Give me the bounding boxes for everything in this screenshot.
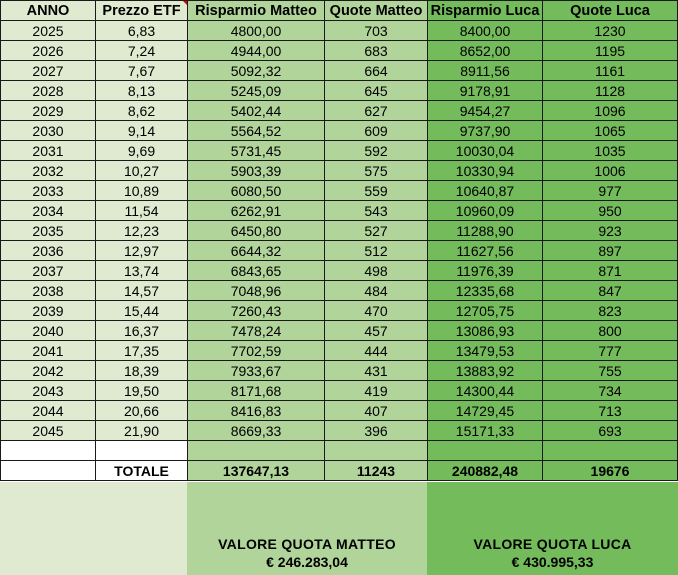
cell-quote-luca[interactable]: 871 [543, 261, 678, 281]
table-row [1, 301, 678, 321]
cell-prezzo-etf[interactable]: 7,67 [96, 61, 188, 81]
cell-risparmio-luca[interactable]: 11976,39 [428, 261, 543, 281]
cell-quote-matteo[interactable]: 703 [325, 21, 428, 41]
valore-quota-luca-label: VALORE QUOTA LUCA [473, 536, 632, 552]
cell-quote-luca[interactable]: 1006 [543, 161, 678, 181]
cell-risparmio-matteo[interactable]: 7260,43 [188, 301, 325, 321]
cell-risparmio-luca[interactable]: 9454,27 [428, 101, 543, 121]
table-row [1, 321, 678, 341]
summary-blank-cell[interactable] [0, 482, 187, 575]
comment-indicator-icon[interactable] [181, 1, 187, 5]
cell-quote-matteo[interactable]: 609 [325, 121, 428, 141]
empty-cell[interactable] [96, 441, 188, 461]
cell-risparmio-matteo[interactable]: 7933,67 [188, 361, 325, 381]
cell-risparmio-matteo[interactable]: 6262,91 [188, 201, 325, 221]
cell-prezzo-etf[interactable]: 11,54 [96, 201, 188, 221]
totals-label[interactable]: TOTALE [96, 461, 188, 481]
cell-prezzo-etf[interactable]: 10,27 [96, 161, 188, 181]
cell-quote-matteo[interactable]: 431 [325, 361, 428, 381]
cell-risparmio-luca[interactable]: 10960,09 [428, 201, 543, 221]
cell-quote-matteo[interactable]: 645 [325, 81, 428, 101]
cell-risparmio-matteo[interactable]: 5245,09 [188, 81, 325, 101]
summary-matteo-cell[interactable] [187, 482, 427, 575]
valore-quota-matteo-label: VALORE QUOTA MATTEO [218, 536, 396, 552]
cell-quote-matteo[interactable]: 512 [325, 241, 428, 261]
cell-anno[interactable]: 2037 [1, 261, 96, 281]
cell-prezzo-etf[interactable]: 20,66 [96, 401, 188, 421]
cell-risparmio-matteo[interactable]: 4800,00 [188, 21, 325, 41]
cell-risparmio-matteo[interactable]: 8669,33 [188, 421, 325, 441]
cell-risparmio-luca[interactable]: 11627,56 [428, 241, 543, 261]
table-row [1, 361, 678, 381]
cell-quote-luca[interactable]: 1195 [543, 41, 678, 61]
cell-anno[interactable]: 2033 [1, 181, 96, 201]
cell-risparmio-matteo[interactable]: 6644,32 [188, 241, 325, 261]
cell-risparmio-matteo[interactable]: 7702,59 [188, 341, 325, 361]
cell-risparmio-luca[interactable]: 12335,68 [428, 281, 543, 301]
table-row [1, 221, 678, 241]
cell-prezzo-etf[interactable]: 8,62 [96, 101, 188, 121]
totals-blank-cell[interactable] [1, 461, 96, 481]
cell-risparmio-matteo[interactable]: 5402,44 [188, 101, 325, 121]
summary-luca-cell[interactable] [427, 482, 678, 575]
cell-quote-matteo[interactable]: 498 [325, 261, 428, 281]
valore-quota-matteo-value: € 246.283,04 [266, 554, 348, 570]
cell-risparmio-matteo[interactable]: 8416,83 [188, 401, 325, 421]
header-quote-matteo[interactable]: Quote Matteo [325, 1, 428, 21]
cell-quote-matteo[interactable]: 527 [325, 221, 428, 241]
cell-quote-matteo[interactable]: 470 [325, 301, 428, 321]
cell-anno[interactable]: 2041 [1, 341, 96, 361]
total-quote-matteo[interactable]: 11243 [325, 461, 428, 481]
valore-quota-luca-value: € 430.995,33 [511, 554, 594, 570]
cell-anno[interactable]: 2044 [1, 401, 96, 421]
table-row [1, 41, 678, 61]
cell-risparmio-luca[interactable]: 11288,90 [428, 221, 543, 241]
empty-cell[interactable] [188, 441, 325, 461]
cell-quote-luca[interactable]: 800 [543, 321, 678, 341]
table-row [1, 181, 678, 201]
cell-risparmio-matteo[interactable]: 5731,45 [188, 141, 325, 161]
cell-risparmio-matteo[interactable]: 8171,68 [188, 381, 325, 401]
cell-risparmio-luca[interactable]: 14300,44 [428, 381, 543, 401]
cell-prezzo-etf[interactable]: 14,57 [96, 281, 188, 301]
table-row [1, 141, 678, 161]
cell-quote-matteo[interactable]: 396 [325, 421, 428, 441]
cell-anno[interactable]: 2025 [1, 21, 96, 41]
cell-quote-luca[interactable]: 923 [543, 221, 678, 241]
cell-anno[interactable]: 2026 [1, 41, 96, 61]
header-risparmio-luca[interactable]: Risparmio Luca [428, 1, 543, 21]
header-row [1, 1, 678, 21]
cell-quote-matteo[interactable]: 543 [325, 201, 428, 221]
cell-anno[interactable]: 2045 [1, 421, 96, 441]
cell-risparmio-luca[interactable]: 8400,00 [428, 21, 543, 41]
table-row [1, 241, 678, 261]
cell-risparmio-luca[interactable]: 10640,87 [428, 181, 543, 201]
cell-risparmio-luca[interactable]: 10330,94 [428, 161, 543, 181]
cell-quote-luca[interactable]: 713 [543, 401, 678, 421]
empty-row [1, 441, 678, 461]
table-row [1, 381, 678, 401]
cell-prezzo-etf[interactable]: 17,35 [96, 341, 188, 361]
cell-anno[interactable]: 2039 [1, 301, 96, 321]
cell-anno[interactable]: 2036 [1, 241, 96, 261]
table-row [1, 261, 678, 281]
cell-quote-luca[interactable]: 1065 [543, 121, 678, 141]
cell-quote-luca[interactable]: 897 [543, 241, 678, 261]
empty-cell[interactable] [1, 441, 96, 461]
cell-quote-luca[interactable]: 693 [543, 421, 678, 441]
cell-quote-luca[interactable]: 755 [543, 361, 678, 381]
cell-prezzo-etf[interactable]: 18,39 [96, 361, 188, 381]
cell-anno[interactable]: 2038 [1, 281, 96, 301]
cell-risparmio-matteo[interactable]: 5903,39 [188, 161, 325, 181]
cell-quote-matteo[interactable]: 457 [325, 321, 428, 341]
cell-risparmio-matteo[interactable]: 5092,32 [188, 61, 325, 81]
cell-quote-matteo[interactable]: 592 [325, 141, 428, 161]
table-row [1, 81, 678, 101]
cell-risparmio-matteo[interactable]: 7048,96 [188, 281, 325, 301]
cell-risparmio-luca[interactable]: 8911,56 [428, 61, 543, 81]
cell-risparmio-luca[interactable]: 13086,93 [428, 321, 543, 341]
cell-prezzo-etf[interactable]: 9,14 [96, 121, 188, 141]
cell-quote-matteo[interactable]: 627 [325, 101, 428, 121]
table-row [1, 281, 678, 301]
cell-prezzo-etf[interactable]: 6,83 [96, 21, 188, 41]
table-row [1, 201, 678, 221]
cell-prezzo-etf[interactable]: 10,89 [96, 181, 188, 201]
cell-risparmio-matteo[interactable]: 5564,52 [188, 121, 325, 141]
cell-prezzo-etf[interactable]: 8,13 [96, 81, 188, 101]
cell-quote-matteo[interactable]: 575 [325, 161, 428, 181]
total-quote-luca[interactable]: 19676 [543, 461, 678, 481]
cell-risparmio-luca[interactable]: 9178,91 [428, 81, 543, 101]
cell-quote-luca[interactable]: 1096 [543, 101, 678, 121]
cell-prezzo-etf[interactable]: 12,97 [96, 241, 188, 261]
table-row [1, 101, 678, 121]
cell-prezzo-etf[interactable]: 7,24 [96, 41, 188, 61]
cell-anno[interactable]: 2042 [1, 361, 96, 381]
cell-anno[interactable]: 2034 [1, 201, 96, 221]
cell-prezzo-etf[interactable]: 9,69 [96, 141, 188, 161]
cell-risparmio-matteo[interactable]: 4944,00 [188, 41, 325, 61]
cell-quote-luca[interactable]: 823 [543, 301, 678, 321]
cell-risparmio-luca[interactable]: 13883,92 [428, 361, 543, 381]
cell-anno[interactable]: 2027 [1, 61, 96, 81]
spellcheck-underline [104, 17, 186, 21]
cell-anno[interactable]: 2043 [1, 381, 96, 401]
cell-prezzo-etf[interactable]: 15,44 [96, 301, 188, 321]
table-row [1, 401, 678, 421]
cell-risparmio-matteo[interactable]: 6843,65 [188, 261, 325, 281]
table-row [1, 121, 678, 141]
table-row [1, 61, 678, 81]
cell-prezzo-etf[interactable]: 13,74 [96, 261, 188, 281]
empty-cell[interactable] [428, 441, 543, 461]
cell-quote-matteo[interactable]: 407 [325, 401, 428, 421]
table-row [1, 161, 678, 181]
cell-risparmio-luca[interactable]: 13479,53 [428, 341, 543, 361]
table-row [1, 341, 678, 361]
cell-anno[interactable]: 2028 [1, 81, 96, 101]
total-risparmio-matteo[interactable]: 137647,13 [188, 461, 325, 481]
empty-cell[interactable] [543, 441, 678, 461]
cell-quote-luca[interactable]: 977 [543, 181, 678, 201]
cell-anno[interactable]: 2030 [1, 121, 96, 141]
totals-row [1, 461, 678, 481]
cell-quote-luca[interactable]: 1128 [543, 81, 678, 101]
header-risparmio-matteo[interactable]: Risparmio Matteo [188, 1, 325, 21]
cell-quote-matteo[interactable]: 664 [325, 61, 428, 81]
empty-cell[interactable] [325, 441, 428, 461]
cell-quote-luca[interactable]: 1230 [543, 21, 678, 41]
cell-risparmio-luca[interactable]: 15171,33 [428, 421, 543, 441]
cell-anno[interactable]: 2029 [1, 101, 96, 121]
header-anno[interactable]: ANNO [1, 1, 96, 21]
cell-quote-matteo[interactable]: 559 [325, 181, 428, 201]
cell-quote-luca[interactable]: 950 [543, 201, 678, 221]
cell-prezzo-etf[interactable]: 12,23 [96, 221, 188, 241]
table-row [1, 21, 678, 41]
cell-risparmio-luca[interactable]: 9737,90 [428, 121, 543, 141]
cell-anno[interactable]: 2035 [1, 221, 96, 241]
cell-risparmio-matteo[interactable]: 7478,24 [188, 321, 325, 341]
header-quote-luca[interactable]: Quote Luca [543, 1, 678, 21]
cell-risparmio-matteo[interactable]: 6450,80 [188, 221, 325, 241]
cell-risparmio-luca[interactable]: 14729,45 [428, 401, 543, 421]
summary-area [0, 482, 678, 575]
cell-risparmio-luca[interactable]: 10030,04 [428, 141, 543, 161]
cell-quote-luca[interactable]: 1161 [543, 61, 678, 81]
cell-prezzo-etf[interactable]: 21,90 [96, 421, 188, 441]
cell-quote-luca[interactable]: 777 [543, 341, 678, 361]
cell-prezzo-etf[interactable]: 16,37 [96, 321, 188, 341]
cell-quote-luca[interactable]: 734 [543, 381, 678, 401]
cell-risparmio-luca[interactable]: 8652,00 [428, 41, 543, 61]
cell-anno[interactable]: 2032 [1, 161, 96, 181]
cell-quote-luca[interactable]: 1035 [543, 141, 678, 161]
cell-quote-matteo[interactable]: 444 [325, 341, 428, 361]
cell-quote-matteo[interactable]: 683 [325, 41, 428, 61]
cell-prezzo-etf[interactable]: 19,50 [96, 381, 188, 401]
cell-risparmio-luca[interactable]: 12705,75 [428, 301, 543, 321]
header-prezzo-etf[interactable]: Prezzo ETF [96, 1, 188, 21]
table-row [1, 421, 678, 441]
cell-risparmio-matteo[interactable]: 6080,50 [188, 181, 325, 201]
cell-quote-matteo[interactable]: 419 [325, 381, 428, 401]
total-risparmio-luca[interactable]: 240882,48 [428, 461, 543, 481]
cell-anno[interactable]: 2031 [1, 141, 96, 161]
cell-anno[interactable]: 2040 [1, 321, 96, 341]
cell-quote-matteo[interactable]: 484 [325, 281, 428, 301]
cell-quote-luca[interactable]: 847 [543, 281, 678, 301]
